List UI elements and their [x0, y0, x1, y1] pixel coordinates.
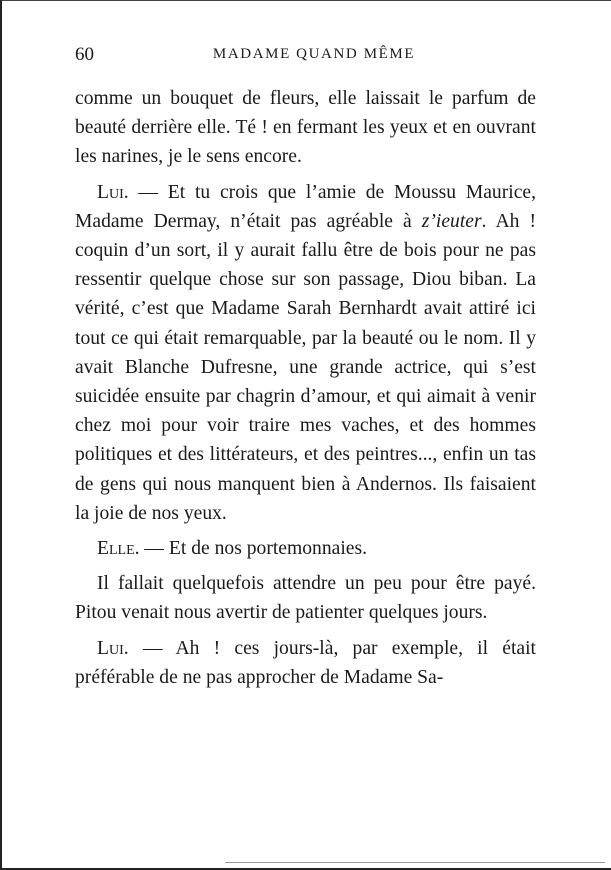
italic-word: z’ieuter — [421, 210, 482, 232]
body-text — [75, 84, 536, 692]
speaker-label: Elle. — [97, 538, 140, 560]
bottom-rule — [225, 862, 605, 863]
paragraph-1: comme un bouquet de fleurs, elle laissait le parfum de beauté derrière elle. Té ! en fermant les yeux et en ouvrant les narines, je le sens encore. — [75, 88, 536, 168]
speaker-label: Lui. — [97, 637, 129, 659]
paragraph-2 — [75, 178, 536, 528]
speaker-label: Lui. — [97, 181, 129, 203]
page-number: 60 — [75, 44, 94, 65]
paragraph-5 — [75, 634, 536, 692]
page-header — [75, 44, 535, 68]
running-head: MADAME QUAND MÊME — [212, 46, 416, 62]
dialogue-text: — Ah ! ces jours-là, par exemple, il était préférable de ne pas approcher de Madame Sa- — [75, 637, 536, 688]
paragraph-4: Il fallait quelquefois attendre un peu pour être payé. Pitou venait nous avertir de patienter quelques jours. — [75, 573, 536, 624]
dialogue-text: — Et tu crois que l’amie de Moussu Maurice, Madame Dermay, n’était pas agréable à — [75, 181, 536, 232]
paragraph-3 — [75, 534, 536, 563]
dialogue-text: . Ah ! coquin d’un sort, il y aurait fallu être de bois pour ne pas ressentir quelque chose sur son passage, Diou biban. La vérité, c’est que Madame Sarah Bernhardt avait attiré ici tout ce qui était remarquable, par la beauté ou le nom. Il y avait Blanche Dufresne, une grande actrice, qui s’est suicidée ensuite par chagrin d’amour, et qui aimait à venir chez moi pour voir traire mes vaches, et des hommes politiques et des littérateurs, et des peintres..., enfin un tas de gens qui nous manquent bien à Andernos. Ils faisaient la joie de nos yeux. — [75, 210, 536, 524]
dialogue-text: — Et de nos portemonnaies. — [139, 538, 367, 560]
